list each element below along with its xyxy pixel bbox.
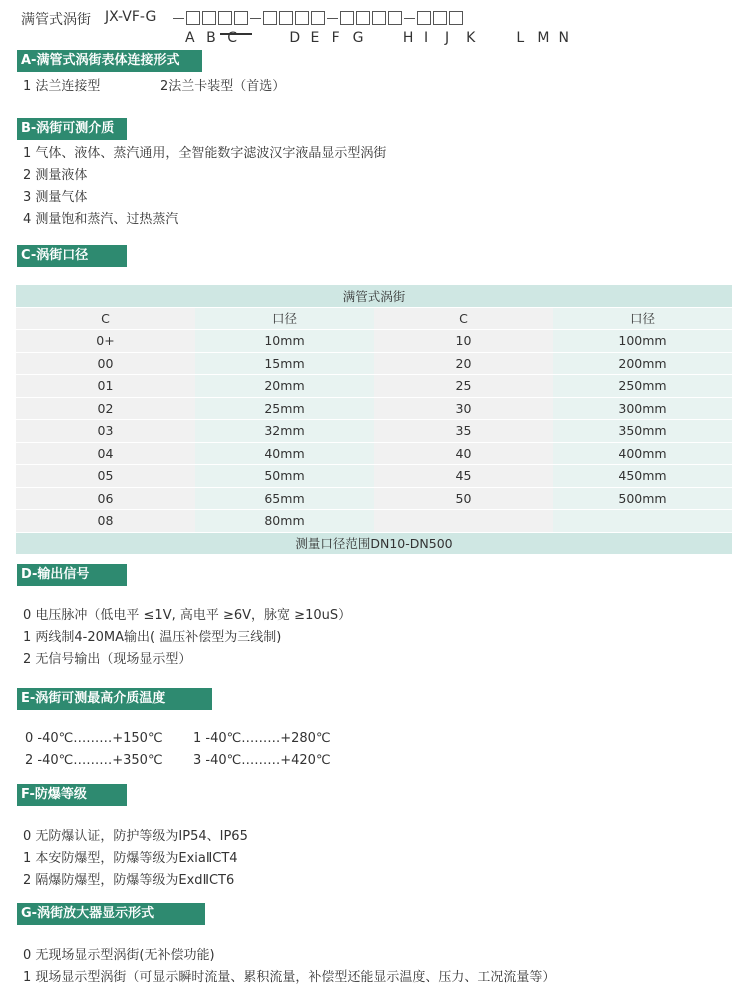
table-cell: 35 bbox=[374, 420, 553, 443]
section-d-heading: D-输出信号 bbox=[17, 564, 127, 586]
table-row bbox=[16, 330, 732, 353]
section-f-item-1: 1 本安防爆型，防爆等级为ExiaⅡCT4 bbox=[23, 851, 238, 866]
table-row bbox=[16, 487, 732, 510]
pos-letter-e: E bbox=[310, 30, 320, 46]
header-c-left: C bbox=[16, 307, 195, 330]
table-row bbox=[16, 375, 732, 398]
section-b-heading: B-涡街可测介质 bbox=[17, 118, 127, 140]
pos-letter-h: H bbox=[402, 30, 414, 46]
table-cell: 80mm bbox=[195, 510, 374, 533]
table-cell: 30 bbox=[374, 397, 553, 420]
table-row bbox=[16, 510, 732, 533]
section-a-item-1: 1 法兰连接型 bbox=[23, 79, 101, 94]
section-d-item-2: 2 无信号输出（现场显示型） bbox=[23, 652, 192, 667]
model-code-boxes bbox=[173, 11, 465, 27]
table-cell: 05 bbox=[16, 465, 195, 488]
header-c-right: C bbox=[374, 307, 553, 330]
table-row bbox=[16, 352, 732, 375]
pos-letter-d: D bbox=[289, 30, 301, 46]
section-b-item-2: 2 测量液体 bbox=[23, 168, 88, 183]
table-cell: 40mm bbox=[195, 442, 374, 465]
section-e-item-2: 2 -40℃………+350℃ bbox=[25, 753, 163, 768]
table-cell: 450mm bbox=[553, 465, 732, 488]
table-cell: 20mm bbox=[195, 375, 374, 398]
pos-letter-l: L bbox=[516, 30, 525, 46]
table-row bbox=[16, 397, 732, 420]
table-cell: 02 bbox=[16, 397, 195, 420]
section-g-item-1: 1 现场显示型涡街（可显示瞬时流量、累积流量，补偿型还能显示温度、压力、工况流量等） bbox=[23, 970, 556, 985]
section-e-item-1: 1 -40℃………+280℃ bbox=[193, 731, 331, 746]
caliber-table bbox=[16, 285, 732, 555]
section-e-heading: E-涡街可测最高介质温度 bbox=[17, 688, 212, 710]
model-title: 满管式涡街 bbox=[21, 12, 91, 28]
section-a-heading: A-满管式涡街表体连接形式 bbox=[17, 50, 202, 72]
table-cell: 50mm bbox=[195, 465, 374, 488]
section-b-item-3: 3 测量气体 bbox=[23, 190, 88, 205]
table-row bbox=[16, 420, 732, 443]
table-cell: 25 bbox=[374, 375, 553, 398]
table-cell: 400mm bbox=[553, 442, 732, 465]
section-f-heading: F-防爆等级 bbox=[17, 784, 127, 806]
table-cell: 25mm bbox=[195, 397, 374, 420]
table-cell: 32mm bbox=[195, 420, 374, 443]
pos-letter-f: F bbox=[331, 30, 340, 46]
table-cell: 500mm bbox=[553, 487, 732, 510]
header-caliber-right: 口径 bbox=[553, 307, 732, 330]
table-cell: 04 bbox=[16, 442, 195, 465]
pos-letter-a: A bbox=[185, 30, 195, 46]
pos-letter-j: J bbox=[445, 30, 450, 46]
caliber-table-footer: 测量口径范围DN10-DN500 bbox=[16, 532, 732, 555]
section-g-item-0: 0 无现场显示型涡街(无补偿功能) bbox=[23, 948, 215, 963]
table-cell bbox=[374, 510, 553, 533]
table-cell: 10mm bbox=[195, 330, 374, 353]
table-cell: 15mm bbox=[195, 352, 374, 375]
table-cell: 350mm bbox=[553, 420, 732, 443]
section-g-heading: G-涡街放大器显示形式 bbox=[17, 903, 205, 925]
table-cell: 65mm bbox=[195, 487, 374, 510]
section-e-item-3: 3 -40℃………+420℃ bbox=[193, 753, 331, 768]
model-code-header bbox=[21, 7, 721, 46]
model-code-letters bbox=[185, 27, 575, 46]
table-row bbox=[16, 442, 732, 465]
table-row bbox=[16, 465, 732, 488]
table-cell: 01 bbox=[16, 375, 195, 398]
section-d-item-0: 0 电压脉冲（低电平 ≤1V, 高电平 ≥6V，脉宽 ≥10uS） bbox=[23, 608, 352, 623]
table-cell bbox=[553, 510, 732, 533]
section-c-heading: C-涡街口径 bbox=[17, 245, 127, 267]
header-caliber-left: 口径 bbox=[195, 307, 374, 330]
section-d-item-1: 1 两线制4-20MA输出( 温压补偿型为三线制) bbox=[23, 630, 282, 645]
pos-letter-b: B bbox=[206, 30, 216, 46]
pos-letter-c: C bbox=[227, 30, 237, 46]
pos-letter-i: I bbox=[423, 30, 429, 46]
model-code: JX-VF-G bbox=[105, 9, 157, 25]
caliber-table-title: 满管式涡街 bbox=[16, 285, 732, 307]
caliber-table-header-row bbox=[16, 307, 732, 330]
table-cell: 40 bbox=[374, 442, 553, 465]
table-cell: 00 bbox=[16, 352, 195, 375]
table-cell: 300mm bbox=[553, 397, 732, 420]
table-cell: 03 bbox=[16, 420, 195, 443]
section-f-item-0: 0 无防爆认证，防护等级为IP54、IP65 bbox=[23, 829, 248, 844]
pos-letter-m: M bbox=[537, 30, 550, 46]
section-b-item-1: 1 气体、液体、蒸汽通用，全智能数字滤波汉字液晶显示型涡街 bbox=[23, 146, 387, 161]
section-b-item-4: 4 测量饱和蒸汽、过热蒸汽 bbox=[23, 212, 179, 227]
section-a-item-2: 2法兰卡装型（首选） bbox=[160, 79, 286, 94]
table-cell: 0+ bbox=[16, 330, 195, 353]
table-cell: 50 bbox=[374, 487, 553, 510]
table-cell: 06 bbox=[16, 487, 195, 510]
pos-letter-k: K bbox=[466, 30, 476, 46]
pos-letter-g: G bbox=[352, 30, 364, 46]
table-cell: 08 bbox=[16, 510, 195, 533]
pos-letter-n: N bbox=[558, 30, 569, 46]
table-cell: 10 bbox=[374, 330, 553, 353]
table-cell: 20 bbox=[374, 352, 553, 375]
table-cell: 250mm bbox=[553, 375, 732, 398]
section-e-item-0: 0 -40℃………+150℃ bbox=[25, 731, 163, 746]
table-cell: 200mm bbox=[553, 352, 732, 375]
section-f-item-2: 2 隔爆防爆型，防爆等级为ExdⅡCT6 bbox=[23, 873, 235, 888]
table-cell: 45 bbox=[374, 465, 553, 488]
table-cell: 100mm bbox=[553, 330, 732, 353]
